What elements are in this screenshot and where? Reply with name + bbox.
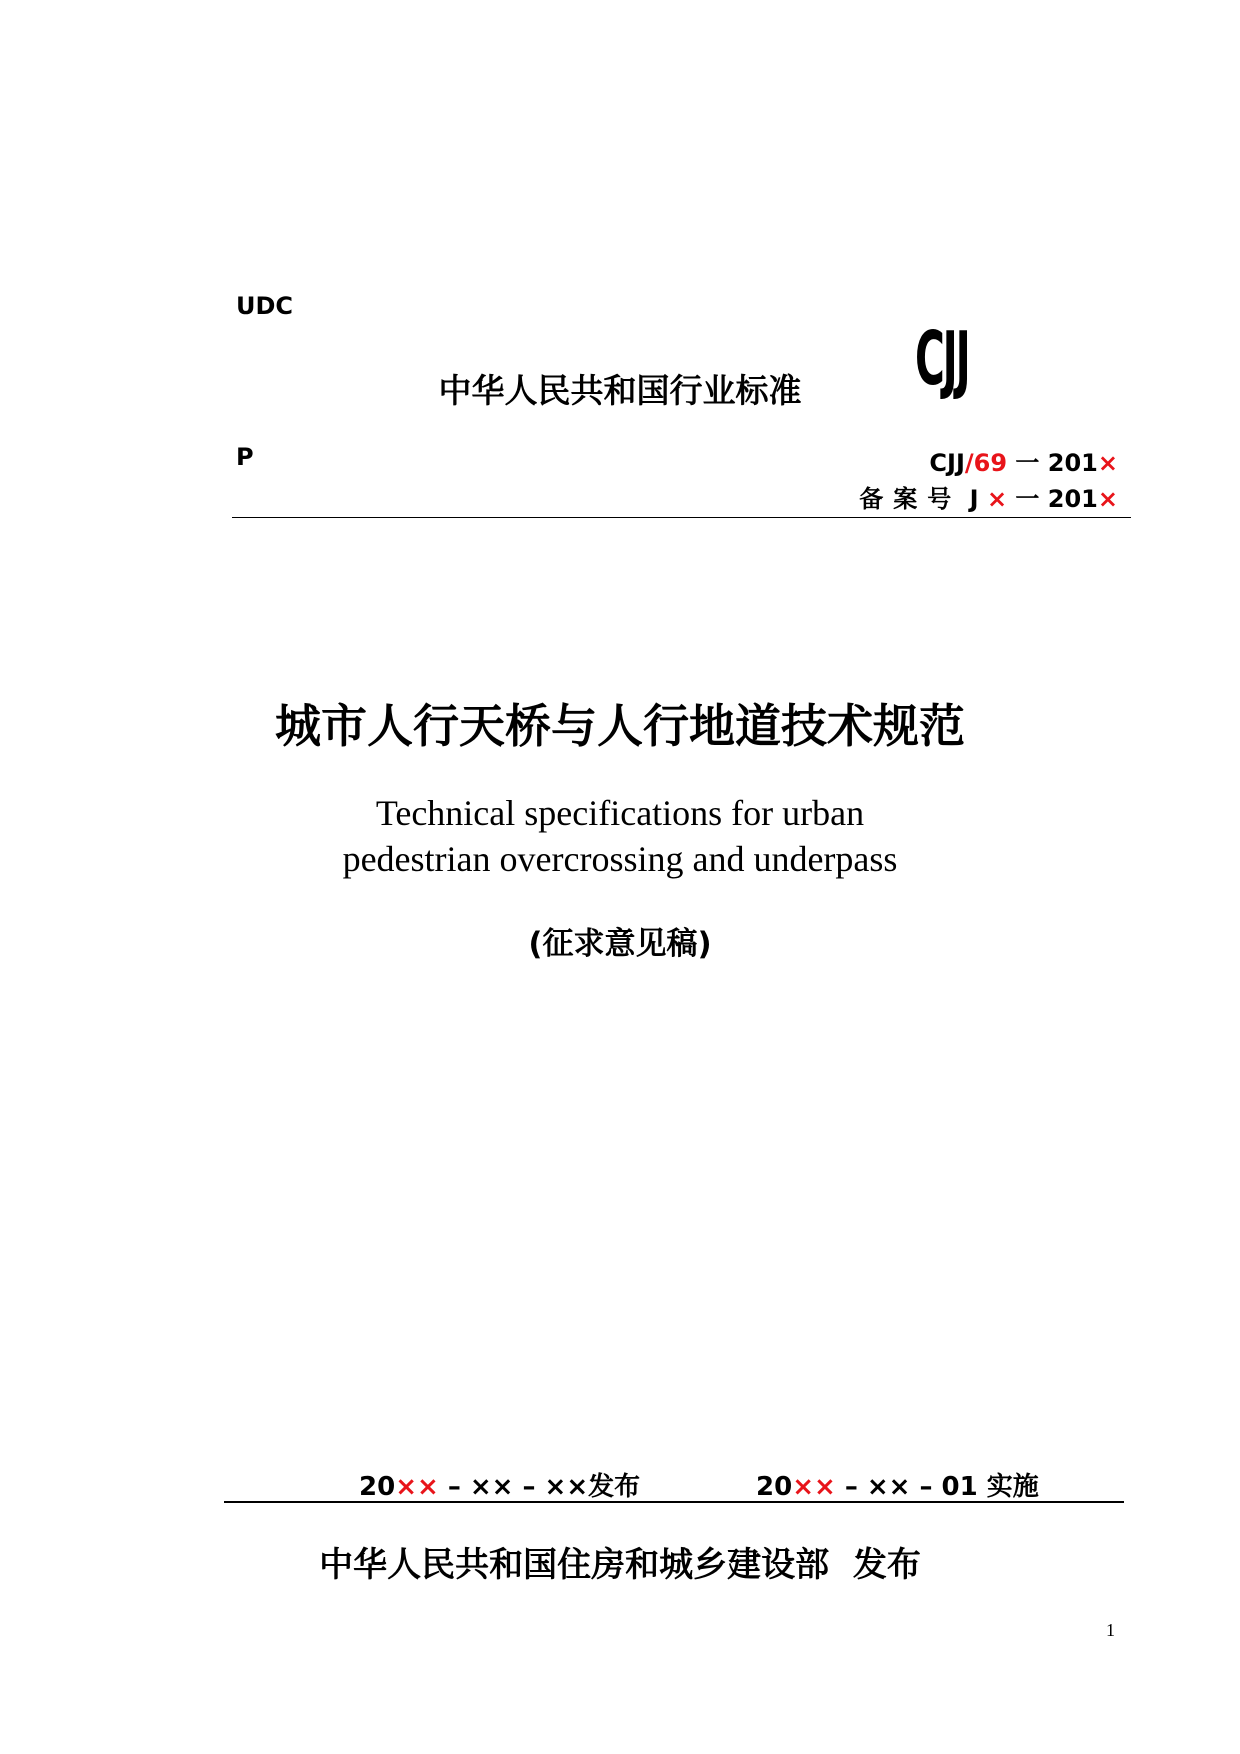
bottom-divider: [224, 1501, 1124, 1503]
title-english: [0, 790, 1240, 882]
record-number: [859, 479, 1118, 514]
issue-date-prefix: 20: [359, 1472, 396, 1502]
record-x: ×: [986, 485, 1008, 513]
standard-code: [929, 443, 1118, 478]
title-english-line-2: pedestrian overcrossing and underpass: [342, 839, 898, 879]
publisher: 中华人民共和国住房和城乡建设部 发布: [319, 1545, 921, 1585]
std-code-prefix: CJJ: [929, 449, 965, 477]
cjj-logo: CJJ: [915, 316, 969, 402]
industry-standard-heading: [0, 365, 1240, 412]
udc-label: UDC: [236, 292, 294, 320]
implement-date-rest: – ×× – 01 实施: [835, 1472, 1039, 1502]
record-label: 备案号: [859, 485, 962, 513]
record-year-prefix: 201: [1047, 485, 1098, 513]
draft-note: (征求意见稿): [528, 926, 712, 962]
top-divider: [232, 517, 1131, 518]
industry-standard-text: 中华人民共和国行业标准: [438, 371, 802, 410]
title-chinese: 城市人行天桥与人行地道技术规范: [275, 699, 965, 753]
std-code-year-prefix: 201: [1047, 449, 1098, 477]
std-code-dash: 一: [1015, 449, 1040, 477]
issue-date-red: ××: [395, 1472, 439, 1502]
std-code-year-suffix: ×: [1097, 449, 1118, 477]
page-number: 1: [1106, 1620, 1115, 1640]
std-code-number: /69: [964, 449, 1008, 477]
record-dash: 一: [1015, 485, 1040, 513]
implement-date-prefix: 20: [756, 1472, 793, 1502]
record-year-suffix: ×: [1097, 485, 1118, 513]
issue-date-rest: – ×× – ××发布: [438, 1472, 641, 1502]
implement-date: [756, 1466, 1039, 1503]
record-j: J: [969, 485, 979, 513]
classification-code: P: [236, 443, 254, 471]
issue-date: [359, 1466, 640, 1503]
title-english-line-1: Technical specifications for urban: [375, 793, 865, 833]
implement-date-red: ××: [792, 1472, 836, 1502]
